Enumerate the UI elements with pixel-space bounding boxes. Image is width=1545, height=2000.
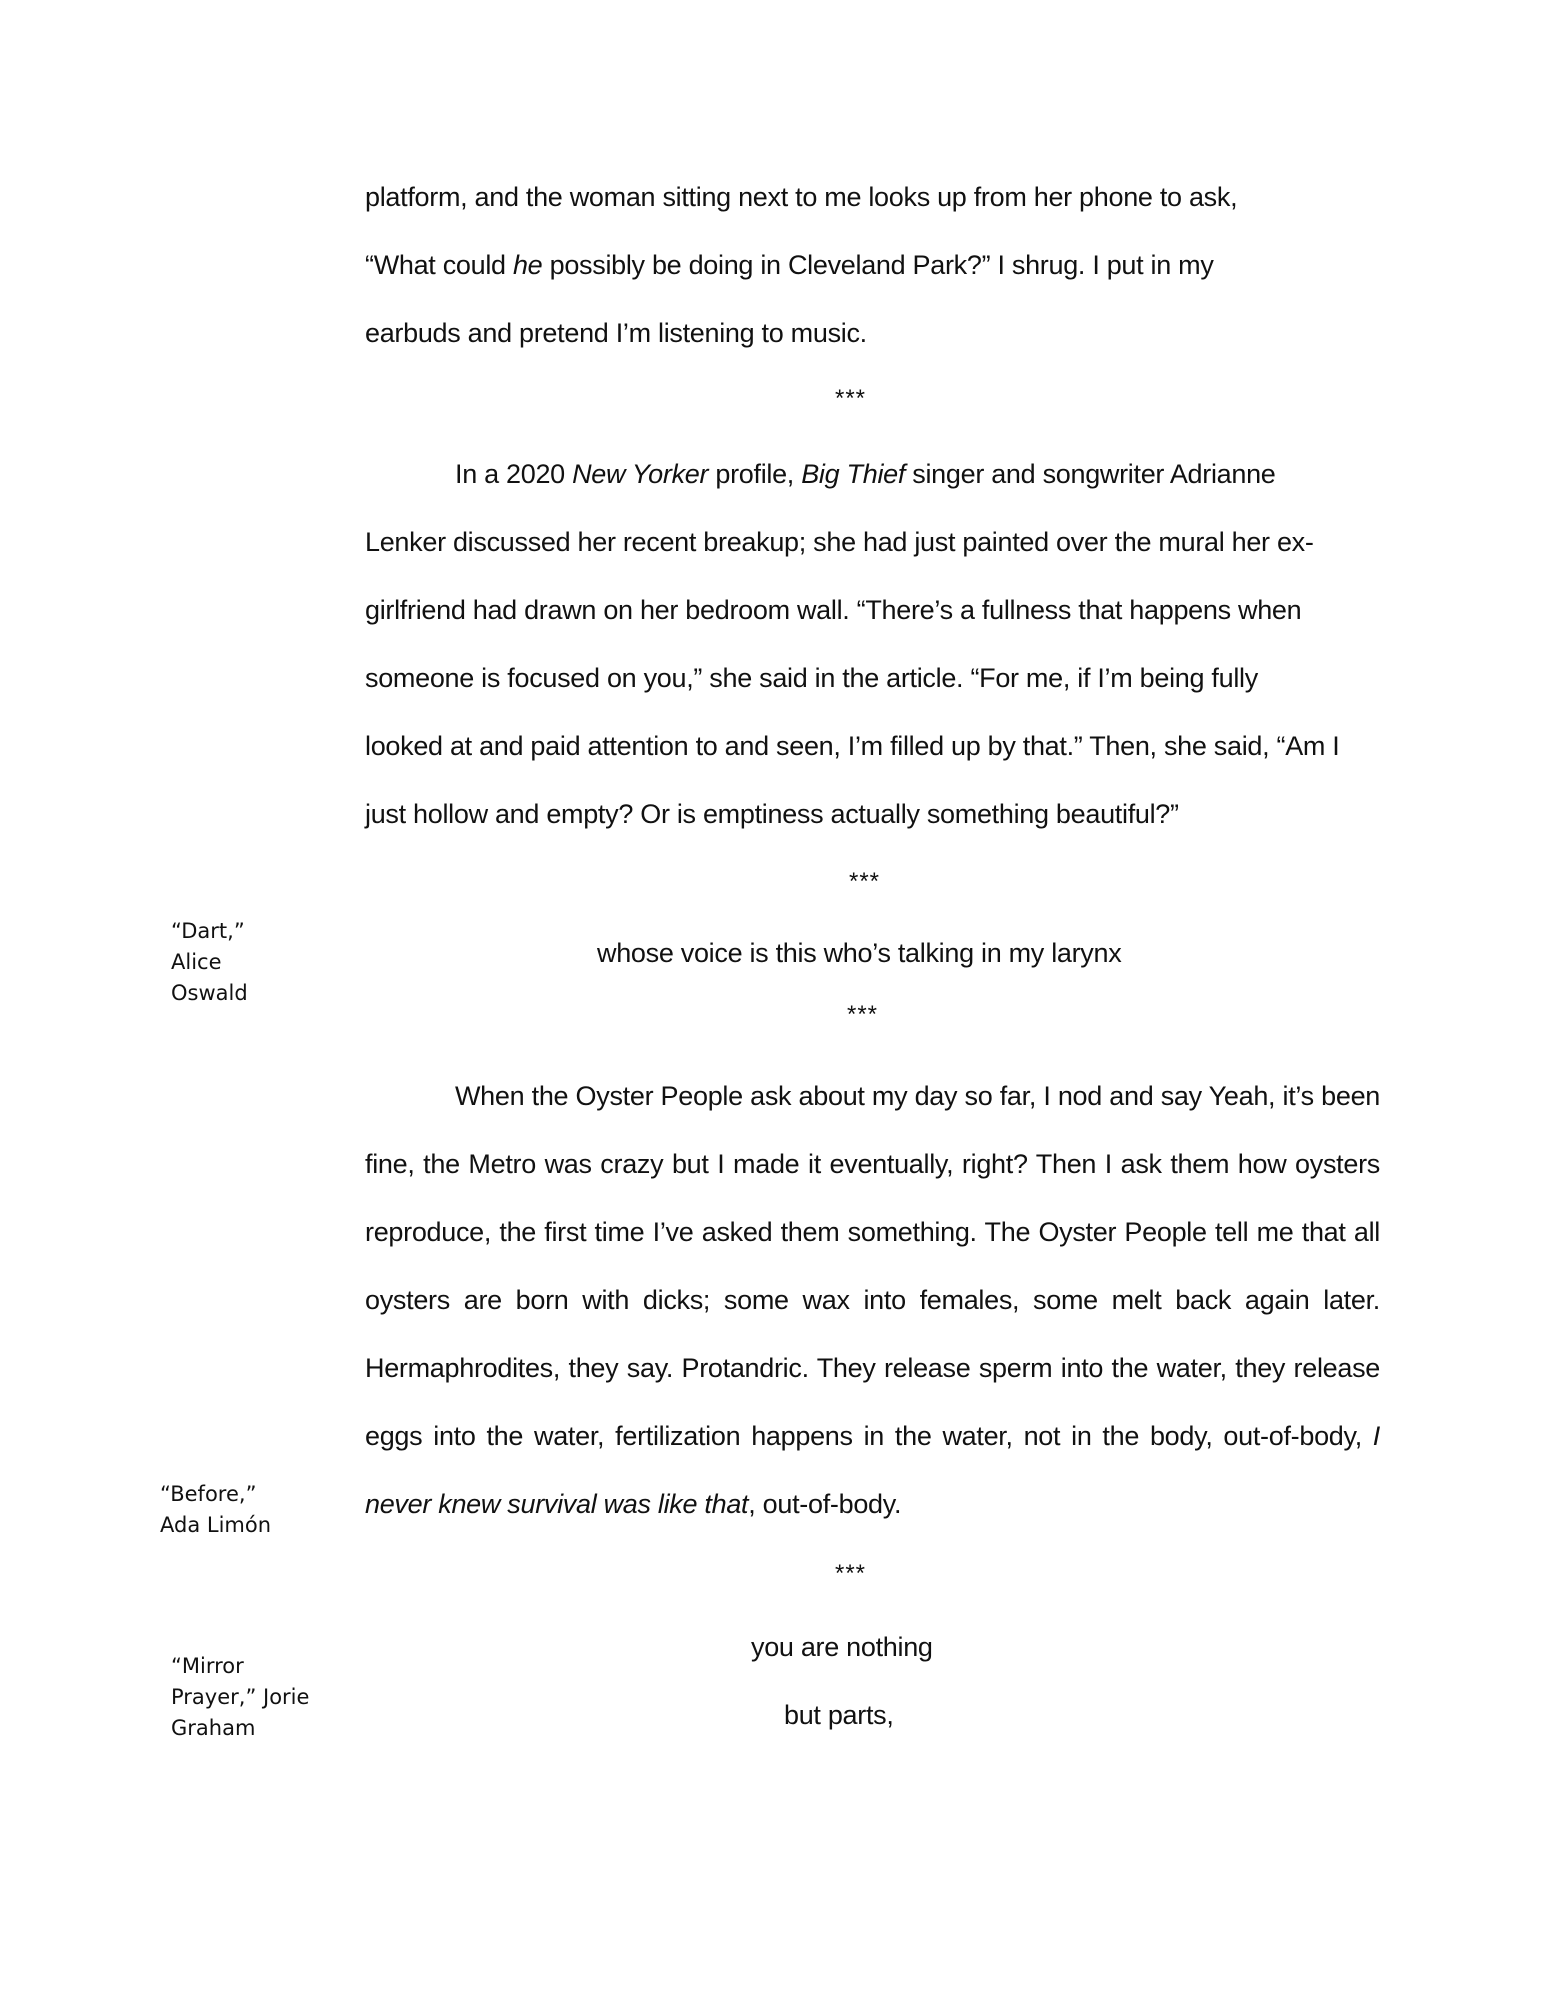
note-line: Ada Limón	[160, 1513, 272, 1537]
paragraph-continuation	[365, 163, 1380, 367]
margin-note-dart	[171, 916, 248, 1009]
paragraph-lenker	[365, 440, 1340, 848]
note-line: Graham	[171, 1716, 256, 1740]
section-separator: ***	[835, 385, 867, 412]
note-line: “Dart,”	[171, 919, 245, 943]
note-line: Prayer,” Jorie	[171, 1685, 310, 1709]
text-line: earbuds and pretend I’m listening to music.	[365, 318, 867, 348]
text-span: “What could	[365, 250, 513, 280]
emphasis-text: New Yorker	[572, 459, 709, 489]
text-span: In a 2020	[455, 459, 573, 489]
margin-note-mirror-prayer	[171, 1651, 309, 1744]
poem-quote-line: you are nothing	[751, 1632, 933, 1662]
note-line: Alice	[171, 950, 222, 974]
section-separator: ***	[849, 868, 881, 895]
text-line	[365, 231, 1380, 299]
emphasis-text: I never knew survival was like that	[365, 1421, 1380, 1519]
note-line: Oswald	[171, 981, 248, 1005]
text-span: When the Oyster People ask about my day so far, I nod and say Yeah, it’s been fine, the Metro was crazy but I made it eventually, right? Then I ask them how oysters reproduce, the first time I’ve asked them something. The Oyster People tell me that all oysters are born with dicks; some wax into females, some melt back again later. Hermaphrodites, they say. Protandric. They release sperm into the water, they release eggs into the water, fertilization happens in the water, not in the body, out-of-body,	[365, 1081, 1380, 1451]
emphasis-text: he	[512, 250, 543, 280]
section-separator: ***	[847, 1001, 879, 1028]
text-span: singer and songwriter Adrianne Lenker discussed her recent breakup; she had just painted over the mural her ex-girlfriend had drawn on her bedroom wall. “There’s a fullness that happens when someone is focused on you,” she said in the article. “For me, if I’m being fully looked at and paid attention to and seen, I’m filled up by that.” Then, she said, “Am I just hollow and empty? Or is emptiness actually something beautiful?”	[365, 459, 1340, 829]
poem-quote: whose voice is this who’s talking in my larynx	[597, 938, 1122, 968]
paragraph-text	[365, 1062, 1380, 1538]
text-span: profile,	[708, 459, 802, 489]
text-span: , out-of-body.	[748, 1489, 902, 1519]
text-span: possibly be doing in Cleveland Park?” I shrug. I put in my	[542, 250, 1214, 280]
note-line: “Before,”	[160, 1482, 257, 1506]
poem-quote-line: but parts,	[784, 1700, 894, 1730]
paragraph-text	[365, 440, 1340, 848]
emphasis-text: Big Thief	[801, 459, 906, 489]
text-line: platform, and the woman sitting next to me looks up from her phone to ask,	[365, 182, 1238, 212]
paragraph-oyster-people	[365, 1062, 1380, 1538]
section-separator: ***	[835, 1560, 867, 1587]
margin-note-before	[160, 1479, 271, 1541]
note-line: “Mirror	[171, 1654, 244, 1678]
